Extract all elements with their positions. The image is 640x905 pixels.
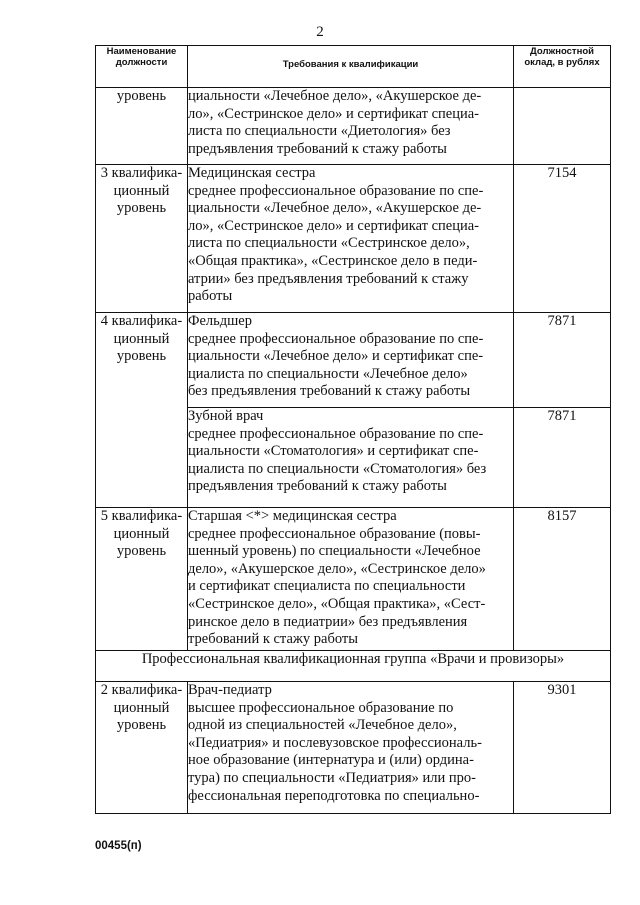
- table-row: [96, 88, 611, 165]
- requirement-line: одной из специальностей «Лечебное дело»,: [188, 717, 457, 734]
- requirement-line: фессиональная переподготовка по специально-: [188, 787, 480, 804]
- level-cell: 4 квалифика-ционный уровень: [96, 313, 188, 508]
- requirement-line: листа по специальности «Диетология» без: [188, 123, 451, 140]
- requirements-cell: [188, 682, 514, 814]
- qualification-table: [95, 45, 611, 814]
- requirement-line: «Общая практика», «Сестринское дело в педи-: [188, 252, 478, 269]
- table-row: [96, 682, 611, 814]
- requirement-line: среднее профессиональное образование по спе-: [188, 330, 484, 347]
- requirement-line: «Сестринское дело», «Общая практика», «Сест-: [188, 595, 486, 612]
- requirement-line: среднее профессиональное образование по спе-: [188, 425, 484, 442]
- requirement-line: циалиста по специальности «Стоматология» без: [188, 460, 487, 477]
- table-row: [96, 508, 611, 651]
- requirement-line: и сертификат специалиста по специальности: [188, 578, 466, 595]
- salary-cell: 8157: [514, 508, 611, 651]
- salary-cell: 7871: [514, 313, 611, 408]
- requirement-line: «Педиатрия» и послевузовское профессиональ-: [188, 734, 482, 751]
- page-number: 2: [316, 24, 324, 40]
- requirement-line: циальности «Лечебное дело», «Акушерское де-: [188, 200, 482, 217]
- requirement-line: среднее профессиональное образование по спе-: [188, 182, 484, 199]
- requirement-line: ло», «Сестринское дело» и сертификат специа-: [188, 105, 480, 122]
- requirement-line: без предъявления требований к стажу работы: [188, 383, 471, 400]
- position-title: Фельдшер: [188, 313, 252, 329]
- table-row: [96, 313, 611, 408]
- level-cell: 5 квалифика-ционный уровень: [96, 508, 188, 651]
- requirement-line: предъявления требований к стажу работы: [188, 140, 447, 157]
- document-code: 00455(п): [95, 840, 142, 852]
- requirements-cell: [188, 88, 514, 165]
- group-title: Профессиональная квалификационная группа «Врачи и провизоры»: [96, 651, 611, 682]
- requirement-line: работы: [188, 288, 233, 305]
- header-position: Наименование должности: [96, 46, 188, 88]
- requirement-line: среднее профессиональное образование (повы-: [188, 525, 481, 542]
- requirement-line: ное образование (интернатура и (или) ордина-: [188, 752, 474, 769]
- requirement-line: циалиста по специальности «Лечебное дело»: [188, 365, 468, 382]
- requirement-line: ло», «Сестринское дело» и сертификат специа-: [188, 217, 480, 234]
- header-requirements: Требования к квалификации: [188, 46, 514, 88]
- salary-cell: 7154: [514, 165, 611, 313]
- requirements-cell: [188, 313, 514, 408]
- table-header-row: [96, 46, 611, 88]
- requirement-line: тура) по специальности «Педиатрия» или про-: [188, 769, 476, 786]
- level-cell: 2 квалифика-ционный уровень: [96, 682, 188, 814]
- requirement-line: высшее профессиональное образование по: [188, 699, 454, 716]
- position-title: Старшая <*> медицинская сестра: [188, 508, 397, 524]
- table-group-row: [96, 651, 611, 682]
- requirement-line: предъявления требований к стажу работы: [188, 478, 447, 495]
- position-title: Зубной врач: [188, 408, 264, 424]
- header-salary: Должностной оклад, в рублях: [514, 46, 611, 88]
- requirement-line: циальности «Лечебное дело», «Акушерское де-: [188, 88, 482, 104]
- table-row: [96, 165, 611, 313]
- position-title: Врач-педиатр: [188, 682, 272, 698]
- level-cell: 3 квалифика-ционный уровень: [96, 165, 188, 313]
- requirements-cell: [188, 508, 514, 651]
- requirement-line: шенный уровень) по специальности «Лечебное: [188, 543, 481, 560]
- level-cell: уровень: [96, 88, 188, 165]
- requirements-cell: [188, 165, 514, 313]
- requirement-line: циальности «Стоматология» и сертификат спе-: [188, 443, 479, 460]
- requirement-line: атрии» без предъявления требований к стажу: [188, 270, 469, 287]
- requirement-line: циальности «Лечебное дело» и сертификат спе-: [188, 348, 484, 365]
- salary-cell: [514, 88, 611, 165]
- salary-cell: 9301: [514, 682, 611, 814]
- requirements-cell: [188, 408, 514, 508]
- salary-cell: 7871: [514, 408, 611, 508]
- requirement-line: листа по специальности «Сестринское дело»,: [188, 235, 470, 252]
- requirement-line: дело», «Акушерское дело», «Сестринское дело»: [188, 560, 486, 577]
- requirement-line: ринское дело в педиатрии» без предъявления: [188, 613, 468, 630]
- requirement-line: требований к стажу работы: [188, 631, 358, 648]
- position-title: Медицинская сестра: [188, 165, 316, 181]
